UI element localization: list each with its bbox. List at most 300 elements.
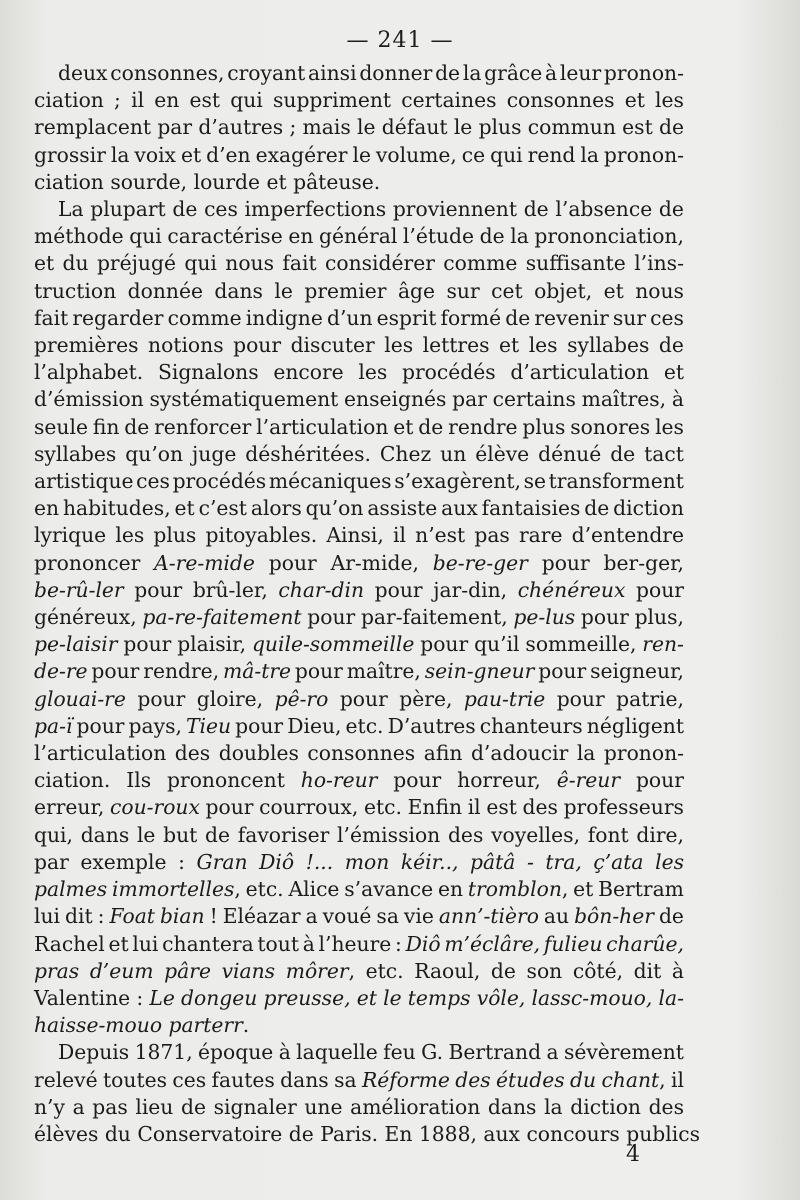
word: etc. xyxy=(345,713,384,738)
word: plus xyxy=(522,414,566,439)
word: qui, xyxy=(34,822,73,847)
word: de xyxy=(490,958,516,983)
word: be-rû-ler xyxy=(34,577,124,602)
word: discuter xyxy=(290,333,375,358)
word: la xyxy=(580,142,599,167)
word: : xyxy=(136,985,144,1010)
text-line xyxy=(34,604,684,631)
word: ces xyxy=(204,197,238,222)
word: de xyxy=(180,1094,206,1119)
word: charûe, xyxy=(606,931,684,956)
word: exagérer xyxy=(255,142,348,167)
word: à xyxy=(671,958,684,983)
word: sur xyxy=(446,278,480,303)
word: pâtâ xyxy=(470,849,516,874)
word: à xyxy=(671,387,684,412)
word: brû-ler, xyxy=(192,577,268,602)
word: Le xyxy=(149,985,175,1010)
word: 1888, xyxy=(418,1121,477,1146)
word: sourde, xyxy=(110,169,188,194)
text-line xyxy=(34,958,684,985)
word: de xyxy=(658,115,684,140)
word: prononcent xyxy=(167,768,285,793)
word: pour xyxy=(233,333,282,358)
word: dans xyxy=(214,278,263,303)
word: font xyxy=(587,822,629,847)
word: la xyxy=(510,224,529,249)
word: les xyxy=(115,523,145,548)
word: Foat xyxy=(109,904,155,929)
word: sonores xyxy=(570,414,651,439)
word: sa xyxy=(376,904,399,929)
word: seule xyxy=(34,414,88,439)
text-line xyxy=(34,60,684,87)
word: favoriser xyxy=(237,822,330,847)
word: et xyxy=(603,278,624,303)
word: dit xyxy=(65,904,93,929)
word: dongeu xyxy=(181,985,258,1010)
word: la xyxy=(576,741,596,766)
word: n’y xyxy=(34,1094,65,1119)
word: commun xyxy=(527,115,616,140)
word: s’avance xyxy=(344,877,434,902)
word: alors xyxy=(250,496,302,521)
text-line xyxy=(34,441,684,468)
word: pour xyxy=(374,577,423,602)
word: les xyxy=(384,333,414,358)
word: croyant xyxy=(227,61,306,85)
word: s’exagèrent, xyxy=(394,469,521,494)
word: dans xyxy=(80,822,130,847)
word: des xyxy=(455,1067,491,1092)
word: sa xyxy=(334,1067,357,1092)
word: pays, xyxy=(128,713,182,738)
word: procédés xyxy=(172,469,267,494)
word: Bertram xyxy=(598,877,684,902)
word: donner xyxy=(359,61,433,85)
word: Valentine xyxy=(34,985,131,1010)
word: glouai-re xyxy=(34,686,126,711)
word: déshéritées. xyxy=(245,441,371,466)
word: des xyxy=(447,822,484,847)
word: il xyxy=(131,88,145,113)
word: pa-re-faitement xyxy=(142,605,302,630)
word: pâre xyxy=(164,958,211,983)
page-number-header: — 241 — xyxy=(346,28,454,53)
word: d’autres xyxy=(198,115,284,140)
word: lettres xyxy=(422,333,490,358)
word: a xyxy=(72,1094,85,1119)
word: de xyxy=(205,822,231,847)
word: l’articulation xyxy=(34,741,167,766)
word: à xyxy=(278,1040,291,1065)
word: plupart xyxy=(90,197,166,222)
word: la xyxy=(462,61,482,85)
word: D’autres xyxy=(387,713,476,738)
word: vie xyxy=(403,904,434,929)
word: côté, xyxy=(572,958,624,983)
word: est xyxy=(189,88,221,113)
text-line xyxy=(34,767,684,794)
word: et xyxy=(663,360,684,385)
word: remplacent xyxy=(34,115,152,140)
word: n’est xyxy=(415,523,466,548)
word: suffisante xyxy=(525,251,626,276)
word: pras xyxy=(34,958,80,983)
word: premier xyxy=(304,278,387,303)
word: fait xyxy=(282,251,317,276)
word: rendre xyxy=(448,414,518,439)
word: ces xyxy=(136,469,170,494)
word: d’articulation xyxy=(510,360,650,385)
word: vians xyxy=(221,958,276,983)
text-line xyxy=(34,631,684,658)
word: de xyxy=(523,197,549,222)
word: plaisir, xyxy=(177,632,247,657)
word: de-re xyxy=(34,659,88,684)
word: tact xyxy=(644,441,684,466)
word: 1871, xyxy=(134,1040,193,1065)
word: fin xyxy=(92,414,120,439)
word: En xyxy=(384,1121,413,1146)
text-line xyxy=(34,196,684,223)
word: sur xyxy=(612,305,647,330)
word: de xyxy=(418,414,444,439)
word: fantaisies xyxy=(481,496,581,521)
word: rend xyxy=(527,142,576,167)
word: assiste xyxy=(367,496,438,521)
word: concours xyxy=(526,1121,620,1146)
word: le xyxy=(274,278,293,303)
text-line xyxy=(34,794,684,821)
word: une xyxy=(304,1094,343,1119)
word: toutes xyxy=(103,1067,168,1092)
word: pa-ï xyxy=(34,713,73,738)
signature-mark: 4 xyxy=(626,1142,640,1167)
word: en xyxy=(288,224,314,249)
word: Ils xyxy=(126,768,152,793)
word: fulieu xyxy=(543,931,603,956)
word: d’entendre xyxy=(571,523,684,548)
word: erreur, xyxy=(34,795,105,820)
word: pour xyxy=(123,632,172,657)
word: Diô xyxy=(259,849,295,874)
word: gloire, xyxy=(196,686,264,711)
word: qui xyxy=(490,142,523,167)
word: ç’ata xyxy=(593,849,644,874)
word: quile-sommeille xyxy=(251,632,415,657)
word: chantera xyxy=(162,931,254,956)
word: afin xyxy=(423,741,463,766)
word: horreur, xyxy=(457,768,541,793)
word: Conservatoire xyxy=(137,1121,283,1146)
word: G. xyxy=(421,1040,444,1065)
word: pour xyxy=(538,659,587,684)
text-line xyxy=(34,849,684,876)
text-line xyxy=(34,1012,684,1039)
word: notions xyxy=(148,333,224,358)
word: méthode xyxy=(34,224,124,249)
word: pour xyxy=(294,659,343,684)
word: Tieu xyxy=(186,713,232,738)
word: ces xyxy=(172,1067,207,1092)
word: pâteuse. xyxy=(293,169,381,194)
word: pour xyxy=(339,686,388,711)
text-line xyxy=(34,495,684,522)
word: Alice xyxy=(288,877,340,902)
word: procédés xyxy=(401,360,496,385)
word: maître, xyxy=(346,659,421,684)
text-line xyxy=(34,985,684,1012)
word: habitudes, xyxy=(62,496,171,521)
word: pronon- xyxy=(603,61,684,85)
word: plus xyxy=(478,115,522,140)
word: lieu xyxy=(135,1094,174,1119)
text-line xyxy=(34,931,684,958)
word: lui xyxy=(34,904,61,929)
word: fait xyxy=(34,305,69,330)
word: des xyxy=(174,741,211,766)
word: consonnes xyxy=(506,88,615,113)
word: etc. xyxy=(363,795,402,820)
word: de xyxy=(124,414,150,439)
word: vôle, xyxy=(476,985,526,1010)
paragraph xyxy=(34,1039,701,1148)
word: parterr. xyxy=(168,1013,250,1038)
word: diction xyxy=(570,1094,641,1119)
text-line xyxy=(34,305,684,332)
word: syllabes xyxy=(34,441,117,466)
word: son xyxy=(526,958,563,983)
word: le xyxy=(352,142,371,167)
word: palmes xyxy=(34,877,108,902)
word: la xyxy=(544,1094,563,1119)
word: d’adoucir xyxy=(470,741,569,766)
word: nous xyxy=(225,251,275,276)
word: lassc-mouo, xyxy=(531,985,653,1010)
word: à xyxy=(545,61,558,85)
word: de xyxy=(288,1121,314,1146)
word: d’émission xyxy=(34,387,144,412)
word: pour xyxy=(541,550,590,575)
word: et xyxy=(180,142,202,167)
word: pour xyxy=(205,795,254,820)
word: les xyxy=(358,360,388,385)
word: - xyxy=(526,849,534,874)
word: Rachel xyxy=(34,931,105,956)
word: leur xyxy=(559,61,602,85)
word: du xyxy=(570,1067,597,1092)
word: est xyxy=(622,115,653,140)
word: prononcer xyxy=(34,550,141,575)
text-line xyxy=(34,278,684,305)
word: objet, xyxy=(534,278,593,303)
word: et xyxy=(108,931,129,956)
word: fautes xyxy=(211,1067,275,1092)
word: pas xyxy=(474,523,510,548)
word: de xyxy=(658,333,684,358)
word: élève xyxy=(475,441,530,466)
word: il xyxy=(671,1067,684,1092)
word: formé xyxy=(440,305,502,330)
word: ho-reur xyxy=(300,768,378,793)
word: pour xyxy=(134,577,183,602)
word: préjugé xyxy=(96,251,176,276)
word: la- xyxy=(658,985,684,1010)
word: dans xyxy=(280,1067,329,1092)
word: études xyxy=(496,1067,565,1092)
word: sévèrement xyxy=(563,1040,684,1065)
word: lui xyxy=(132,931,159,956)
word: dénué xyxy=(538,441,602,466)
word: d’eum xyxy=(89,958,154,983)
word: les xyxy=(655,849,684,874)
word: pour xyxy=(137,686,186,711)
word: ; xyxy=(114,88,121,113)
word: etc. xyxy=(245,877,284,902)
word: a xyxy=(305,904,318,929)
word: du xyxy=(62,251,89,276)
word: premières xyxy=(34,333,139,358)
word: aux xyxy=(441,496,478,521)
word: seigneur, xyxy=(590,659,684,684)
word: de xyxy=(658,904,684,929)
word: pe-lus xyxy=(513,605,576,630)
word: consonnes xyxy=(307,741,416,766)
word: chénéreux xyxy=(517,577,626,602)
word: laquelle xyxy=(296,1040,378,1065)
word: nous xyxy=(635,278,684,303)
word: l’alphabet. xyxy=(34,360,144,385)
word: et xyxy=(266,169,287,194)
word: pour xyxy=(420,632,469,657)
word: par xyxy=(34,849,69,874)
word: grâce xyxy=(484,61,543,85)
text-line xyxy=(34,577,684,604)
text-line xyxy=(34,142,684,169)
word: ! xyxy=(209,904,218,929)
word: par xyxy=(452,387,487,412)
word: Paris. xyxy=(320,1121,379,1146)
word: considérer xyxy=(325,251,435,276)
word: môrer, xyxy=(285,958,356,983)
word: époque xyxy=(198,1040,274,1065)
word: deux xyxy=(58,61,108,85)
word: temps xyxy=(407,985,471,1010)
word: père, xyxy=(399,686,453,711)
word: certaines xyxy=(401,88,497,113)
word: immortelles, xyxy=(112,877,241,902)
word: chant, xyxy=(601,1067,666,1092)
word: c’est xyxy=(198,496,247,521)
text-line xyxy=(34,114,684,141)
word: le xyxy=(357,115,376,140)
word: esprit xyxy=(376,305,437,330)
word: systématiquement xyxy=(149,387,339,412)
word: voyelles, xyxy=(491,822,581,847)
word: enseignés xyxy=(344,387,447,412)
word: Réforme xyxy=(361,1067,450,1092)
word: pour xyxy=(636,577,684,602)
word: âge xyxy=(397,278,436,303)
word: Depuis xyxy=(58,1040,130,1065)
word: indigne xyxy=(245,305,323,330)
word: be-re-ger xyxy=(432,550,528,575)
text-line xyxy=(34,713,684,740)
word: suppriment xyxy=(272,88,392,113)
word: Eléazar xyxy=(222,904,301,929)
word: d’un xyxy=(326,305,373,330)
text-line xyxy=(34,332,684,359)
word: Raoul, xyxy=(414,958,481,983)
word: rare xyxy=(518,523,563,548)
text-line xyxy=(34,386,684,413)
word: l’absence xyxy=(555,197,653,222)
word: lourde xyxy=(193,169,261,194)
word: qu’il xyxy=(474,632,520,657)
word: négligent xyxy=(586,713,684,738)
word: un xyxy=(440,441,467,466)
word: mécaniques xyxy=(268,469,392,494)
word: a xyxy=(546,1040,559,1065)
word: ; xyxy=(289,115,297,140)
paragraph xyxy=(34,60,684,196)
word: plus xyxy=(153,523,197,548)
text-line xyxy=(34,87,684,114)
word: jar-din, xyxy=(433,577,508,602)
word: voué xyxy=(322,904,372,929)
word: haisse-mouo xyxy=(34,1013,163,1038)
word: mon xyxy=(344,849,390,874)
word: ren- xyxy=(642,632,684,657)
word: patrie, xyxy=(616,686,684,711)
word: amélioration xyxy=(350,1094,481,1119)
word: pau-trie xyxy=(463,686,546,711)
paragraph xyxy=(34,196,684,1039)
word: relevé xyxy=(34,1067,98,1092)
word: tra, xyxy=(545,849,582,874)
word: Signalons xyxy=(157,360,259,385)
word: sein-gneur xyxy=(424,659,535,684)
word: ciation. xyxy=(34,768,111,793)
word: cet xyxy=(491,278,523,303)
word: des xyxy=(522,795,558,820)
word: des xyxy=(648,1094,684,1119)
word: : xyxy=(395,931,402,956)
word: Ar-mide, xyxy=(330,550,419,575)
word: juge xyxy=(192,441,237,466)
word: le xyxy=(453,115,473,140)
word: dit xyxy=(633,958,662,983)
word: tout xyxy=(257,931,299,956)
word: bôn-her xyxy=(574,904,654,929)
word: consonnes, xyxy=(110,61,225,85)
word: Dieu, xyxy=(287,713,342,738)
word: volume, xyxy=(375,142,457,167)
text-line xyxy=(34,468,684,495)
text-line xyxy=(34,1094,684,1121)
word: en xyxy=(34,496,60,521)
word: renforcer xyxy=(154,414,252,439)
word: défaut xyxy=(381,115,448,140)
word: maîtres, xyxy=(581,387,667,412)
word: prononciation, xyxy=(534,224,684,249)
word: Enfin xyxy=(407,795,463,820)
word: aux xyxy=(483,1121,520,1146)
word: pas xyxy=(92,1094,128,1119)
word: Chez xyxy=(379,441,432,466)
word: qu’on xyxy=(305,496,364,521)
